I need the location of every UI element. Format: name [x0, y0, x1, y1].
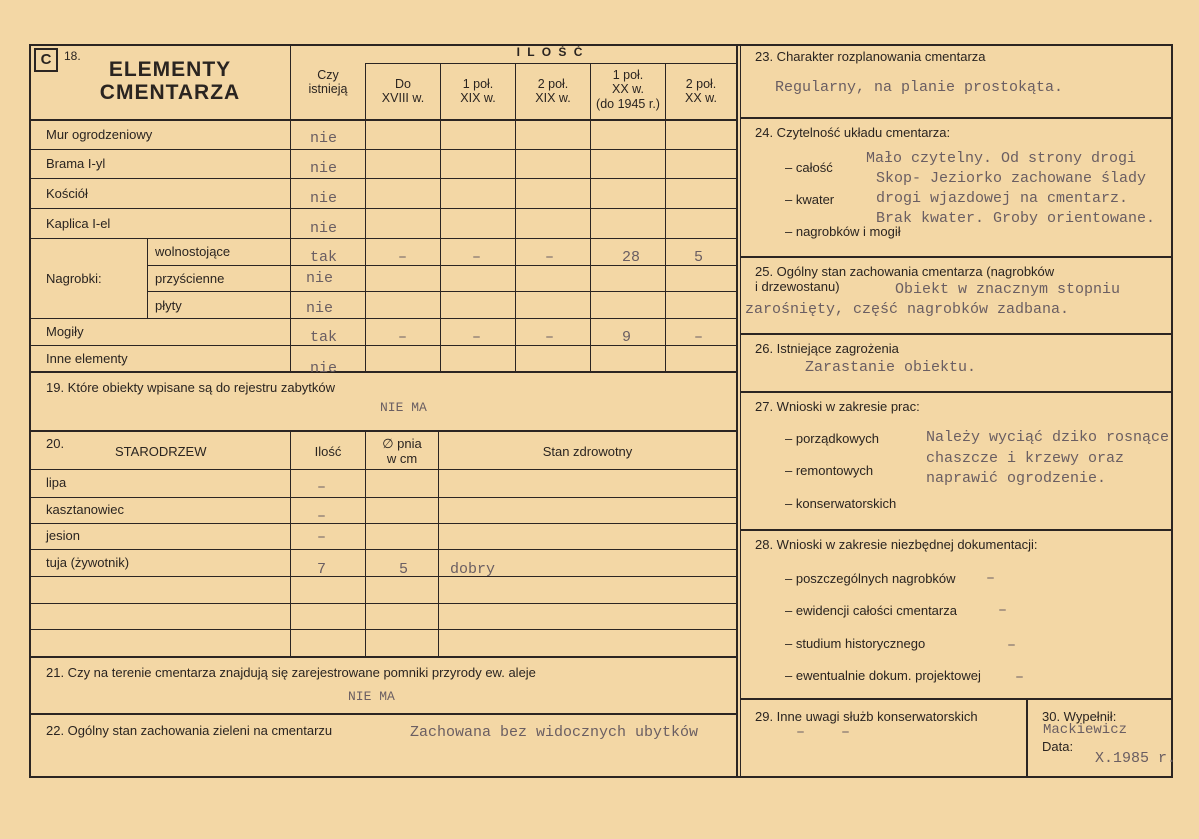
row-label-inne: Inne elementy [46, 351, 128, 366]
col-1pol-xix: 1 poł. XIX w. [460, 77, 496, 106]
row-czy-mogily: tak [310, 329, 338, 346]
tree-row-3-stan: dobry [450, 561, 496, 578]
tree-row-3-ilosc: 7 [317, 561, 327, 578]
row-czy-kosciol: nie [310, 190, 338, 207]
s22-label: 22. Ogólny stan zachowania zieleni na cmentarzu [46, 723, 333, 738]
col-2pol-xix: 2 poł. XIX w. [535, 77, 571, 106]
s24-line-1: Skop- Jeziorko zachowane ślady [876, 170, 1147, 187]
s30-name: Mackiewicz [1043, 722, 1128, 738]
s29-value: – – [796, 724, 851, 741]
s19-value: NIE MA [380, 400, 427, 415]
row-label-mogily: Mogiły [46, 324, 84, 339]
row-czy-przy: nie [306, 270, 334, 287]
tree-row-1-ilosc: – [317, 508, 327, 525]
row-czy-inne: nie [310, 360, 338, 372]
row-mogily-v2: – [472, 329, 482, 346]
tree-row-1-name: kasztanowiec [46, 502, 125, 517]
s27-line-1: chaszcze i krzewy oraz [926, 450, 1125, 467]
s27-rem: – remontowych [785, 463, 874, 478]
row-mogily-v3: – [545, 329, 555, 346]
row-czy-wolno: tak [310, 249, 338, 266]
elements-title-line1: ELEMENTY [108, 58, 232, 81]
tree-row-0-name: lipa [46, 475, 67, 490]
col-1pol-xx: 1 poł. XX w. (do 1945 r.) [596, 68, 660, 111]
s20-pnia-header: ∅ pnia w cm [382, 436, 422, 466]
s25-label-2: i drzewostanu) [755, 279, 840, 294]
s23-value: Regularny, na planie prostokąta. [775, 79, 1064, 96]
section-c-badge: C [34, 48, 58, 72]
row-czy-plyty: nie [306, 300, 334, 317]
s30-label: 30. Wypełnił: [1042, 709, 1117, 724]
s30-date: X.1985 r. [1095, 750, 1177, 767]
row-label-mur: Mur ogrodzeniowy [46, 127, 153, 142]
row-wolno-v5: 5 [694, 249, 704, 266]
col-2pol-xx: 2 poł. XX w. [685, 77, 717, 106]
s24-nagrobkow: – nagrobków i mogił [785, 224, 901, 239]
s28-d: – ewentualnie dokum. projektowej [785, 668, 981, 683]
row-wolno-v3: – [545, 249, 555, 266]
s20-ilosc-header: Ilość [314, 444, 342, 459]
row-label-przy: przyścienne [155, 271, 225, 286]
row-wolno-v4: 28 [622, 249, 641, 266]
s28-c-value: – [1007, 637, 1017, 654]
s28-b: – ewidencji całości cmentarza [785, 603, 957, 618]
s28-d-value: – [1015, 669, 1025, 686]
s28-label: 28. Wnioski w zakresie niezbędnej dokumentacji: [755, 537, 1038, 552]
elements-title [70, 58, 270, 104]
s24-line-2: drogi wjazdowej na cmentarz. [876, 190, 1129, 207]
s20-title: STARODRZEW [115, 444, 207, 459]
s30-data-label: Data: [1042, 739, 1074, 754]
s27-line-0: Należy wyciąć dziko rosnące [926, 429, 1170, 446]
s23-label: 23. Charakter rozplanowania cmentarza [755, 49, 986, 64]
s27-porz: – porządkowych [785, 431, 879, 446]
row-wolno-v1: – [398, 249, 408, 266]
col-do-xviii: Do XVIII w. [381, 77, 425, 106]
row-mogily-v4: 9 [622, 329, 632, 346]
row-mogily-v1: – [398, 329, 408, 346]
row-label-brama: Brama I-yl [46, 156, 106, 171]
s28-a-value: – [986, 570, 996, 587]
s27-label: 27. Wnioski w zakresie prac: [755, 399, 920, 414]
row-label-nagrobki: Nagrobki: [46, 271, 102, 286]
s26-value: Zarastanie obiektu. [805, 359, 977, 376]
s27-line-2: naprawić ogrodzenie. [926, 470, 1107, 487]
row-mogily-v5: – [694, 329, 704, 346]
tree-row-2-name: jesion [46, 528, 80, 543]
s24-line-0: Mało czytelny. Od strony drogi [866, 150, 1137, 167]
s20-stan-header: Stan zdrowotny [542, 444, 633, 459]
col-czy-istnieja: Czy istnieją [308, 68, 348, 97]
row-label-kosciol: Kościół [46, 186, 88, 201]
tree-row-3-name: tuja (żywotnik) [46, 555, 130, 570]
s19-label: 19. Które obiekty wpisane są do rejestru zabytków [46, 380, 336, 395]
tree-row-3-pnia: 5 [399, 561, 409, 578]
row-wolno-v2: – [472, 249, 482, 266]
row-label-kaplica: Kaplica I-el [46, 216, 111, 231]
s25-label-1: 25. Ogólny stan zachowania cmentarza (nagrobków [755, 264, 1055, 279]
s25-line-1: Obiekt w znacznym stopniu [895, 281, 1121, 298]
s24-calosc: – całość [785, 160, 833, 175]
row-czy-mur: nie [310, 130, 338, 147]
s24-kwater: – kwater [785, 192, 835, 207]
s27-kons: – konserwatorskich [785, 496, 897, 511]
s28-a: – poszczególnych nagrobków [785, 571, 956, 586]
s26-label: 26. Istniejące zagrożenia [755, 341, 899, 356]
s24-label: 24. Czytelność układu cmentarza: [755, 125, 951, 140]
tree-row-2-ilosc: – [317, 529, 327, 546]
row-label-plyty: płyty [155, 298, 182, 313]
elements-title-line2: CMENTARZA [99, 81, 241, 105]
row-czy-brama: nie [310, 160, 338, 177]
row-label-wolno: wolnostojące [155, 244, 231, 259]
row-czy-kaplica: nie [310, 220, 338, 237]
tree-row-0-ilosc: – [317, 479, 327, 496]
s25-line-2: zarośnięty, część nagrobków zadbana. [745, 301, 1070, 318]
s21-label: 21. Czy na terenie cmentarza znajdują się zarejestrowane pomniki przyrody ew. aleje [46, 665, 536, 680]
s28-c: – studium historycznego [785, 636, 926, 651]
section-18-number: 18. [64, 49, 81, 63]
s29-label: 29. Inne uwagi służb konserwatorskich [755, 709, 978, 724]
s20-number: 20. [46, 436, 65, 451]
s22-value: Zachowana bez widocznych ubytków [410, 724, 699, 741]
s24-line-3: Brak kwater. Groby orientowane. [876, 210, 1156, 227]
s21-value: NIE MA [348, 689, 395, 704]
col-ilosc: I L O Ś Ć [516, 45, 585, 59]
s28-b-value: – [998, 602, 1008, 619]
